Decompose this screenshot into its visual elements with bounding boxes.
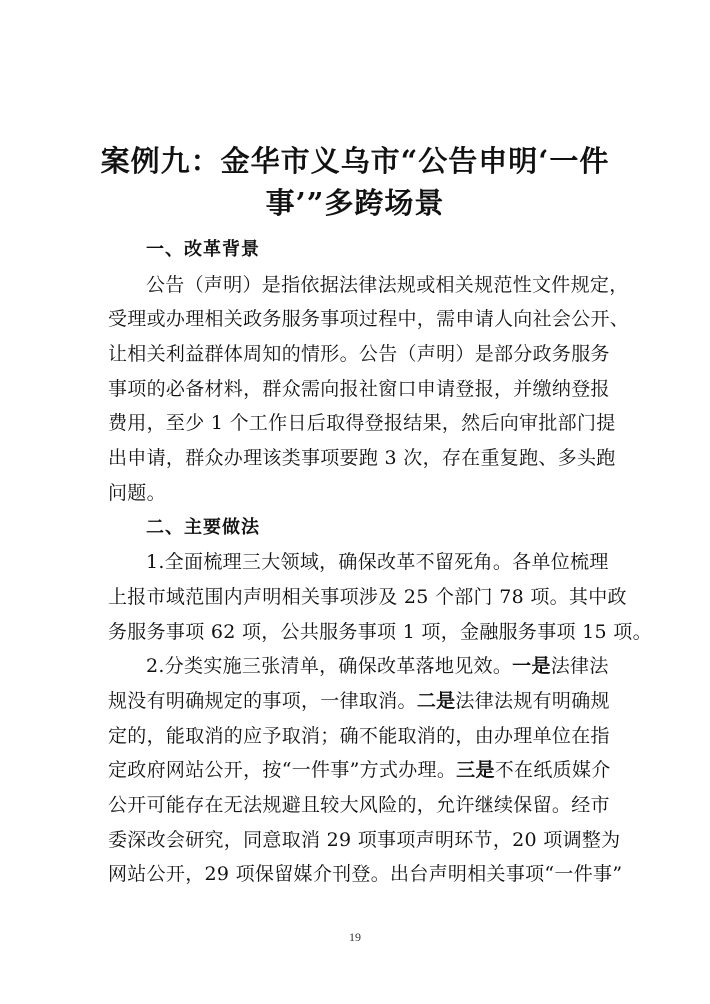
paragraph-line: 公开可能存在无法规避且较大风险的，允许继续保留。经市 (108, 794, 610, 816)
paragraph-line: 事项的必备材料，群众需向报社窗口申请登报，并缴纳登报 (108, 377, 610, 400)
paragraph-line: 受理或办理相关政务服务事项过程中，需申请人向社会公开、 (108, 308, 630, 331)
keyword-second: 二是 (416, 689, 456, 712)
paragraph-line: 问题。 (108, 481, 166, 504)
document-body (108, 233, 652, 892)
paragraph-line: 出申请，群众办理该类事项要跑 3 次，存在重复跑、多头跑 (108, 447, 616, 470)
paragraph-text: 2.分类实施三张清单，确保改革落地见效。 (146, 655, 513, 678)
section-heading-measures: 二、主要做法 (146, 516, 260, 538)
paragraph-line: 公告（声明）是指依据法律法规或相关规范性文件规定， (146, 273, 629, 296)
page-title (100, 140, 610, 224)
page-number: 19 (349, 930, 361, 944)
paragraph-text: 定政府网站公开，按“一件事”方式办理。 (108, 759, 457, 782)
keyword-first: 一是 (512, 655, 551, 678)
paragraph-text: 规没有明确规定的事项，一律取消。 (108, 689, 417, 712)
keyword-third: 三是 (456, 759, 495, 782)
paragraph-line: 费用，至少 1 个工作日后取得登报结果，然后向审批部门提 (108, 412, 616, 435)
paragraph-line: 网站公开，29 项保留媒介刊登。出台声明相关事项“一件事” (108, 863, 623, 886)
paragraph-line (108, 753, 611, 788)
title-line-2: 事’”多跨场景 (265, 186, 445, 220)
paragraph-line: 务服务事项 62 项，公共服务事项 1 项，金融服务事项 15 项。 (108, 620, 652, 643)
paragraph-line: 上报市域范围内声明相关事项涉及 25 个部门 78 项。其中政 (108, 585, 627, 608)
paragraph-line: 1.全面梳理三大领域，确保改革不留死角。各单位梳理 (146, 551, 609, 574)
title-line-1: 案例九：金华市义乌市“公告申明‘一件 (100, 144, 610, 178)
paragraph-line (108, 684, 608, 719)
paragraph-line: 让相关利益群体周知的情形。公告（声明）是部分政务服务 (108, 343, 610, 366)
paragraph-text: 不在纸质媒介 (494, 759, 611, 782)
paragraph-line: 委深改会研究，同意取消 29 项事项声明环节，20 项调整为 (108, 828, 621, 851)
paragraph-line (108, 649, 608, 684)
paragraph-line: 定的，能取消的应予取消；确不能取消的，由办理单位在指 (108, 724, 610, 747)
section-heading-background: 一、改革背景 (146, 239, 260, 260)
paragraph-text: 法律法规有明确规 (455, 689, 610, 712)
paragraph-text: 法律法 (550, 655, 609, 678)
